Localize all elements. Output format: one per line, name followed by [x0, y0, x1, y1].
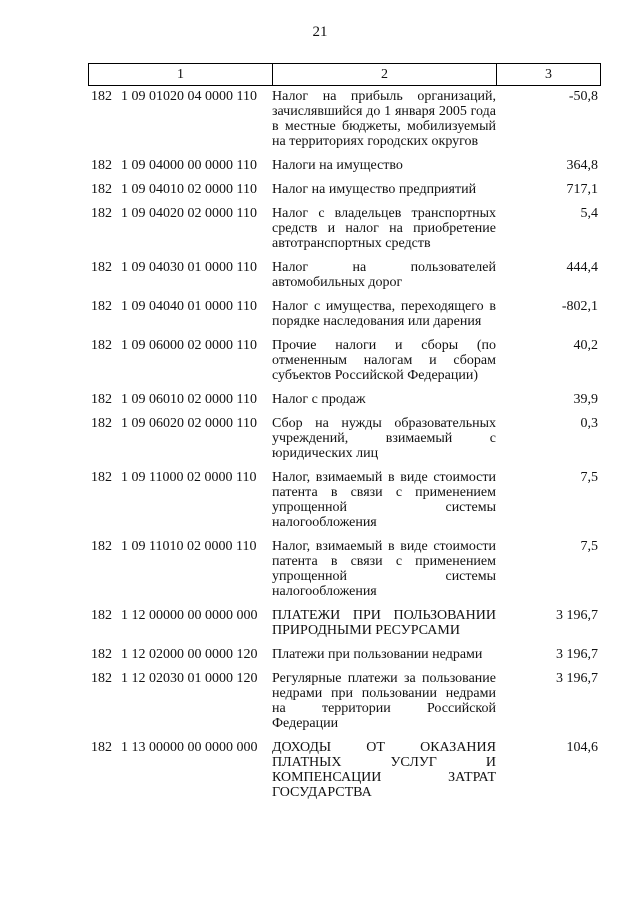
- administrator-code: 182: [91, 647, 112, 662]
- administrator-code: 182: [91, 260, 112, 275]
- amount-cell: 3 196,7: [556, 647, 598, 662]
- administrator-code: 182: [91, 539, 112, 554]
- amount-cell: 5,4: [580, 206, 598, 221]
- column-header-table: [88, 63, 601, 86]
- classification-code: 1 09 04000 00 0000 110: [121, 158, 257, 173]
- budget-code-cell: [88, 647, 272, 662]
- revenue-name-cell: Налог, взимаемый в виде стоимости патента в связи с применением упрощенной системы налогообложения: [272, 470, 496, 530]
- amount-cell: 364,8: [566, 158, 598, 173]
- classification-code: 1 09 04030 01 0000 110: [121, 260, 257, 275]
- administrator-code: 182: [91, 671, 112, 686]
- administrator-code: 182: [91, 89, 112, 104]
- budget-code-cell: [88, 608, 272, 638]
- classification-code: 1 09 06020 02 0000 110: [121, 416, 257, 431]
- table-row: [88, 647, 600, 662]
- administrator-code: 182: [91, 206, 112, 221]
- amount-cell: 0,3: [580, 416, 598, 431]
- amount-cell: 7,5: [580, 470, 598, 485]
- amount-cell: 7,5: [580, 539, 598, 554]
- budget-code-cell: [88, 260, 272, 290]
- budget-code-cell: [88, 89, 272, 149]
- table-row: [88, 470, 600, 530]
- administrator-code: 182: [91, 470, 112, 485]
- budget-code-cell: [88, 206, 272, 251]
- budget-code-cell: [88, 392, 272, 407]
- amount-cell: 40,2: [573, 338, 598, 353]
- column-header-name: 2: [273, 64, 497, 86]
- table-row: [88, 608, 600, 638]
- budget-code-cell: [88, 182, 272, 197]
- classification-code: 1 09 06010 02 0000 110: [121, 392, 257, 407]
- table-row: [88, 539, 600, 599]
- administrator-code: 182: [91, 338, 112, 353]
- revenue-name-cell: Платежи при пользовании недрами: [272, 647, 483, 662]
- classification-code: 1 09 06000 02 0000 110: [121, 338, 257, 353]
- revenue-name-cell: Налог с продаж: [272, 392, 366, 407]
- table-row: [88, 299, 600, 329]
- classification-code: 1 09 04040 01 0000 110: [121, 299, 257, 314]
- page-number: 21: [312, 24, 328, 40]
- column-header-value: 3: [497, 64, 601, 86]
- administrator-code: 182: [91, 740, 112, 755]
- administrator-code: 182: [91, 416, 112, 431]
- amount-cell: -802,1: [561, 299, 598, 314]
- revenue-name-cell: Налог на пользователей автомобильных дорог: [272, 260, 496, 290]
- classification-code: 1 13 00000 00 0000 000: [121, 740, 258, 755]
- amount-cell: -50,8: [568, 89, 598, 104]
- administrator-code: 182: [91, 299, 112, 314]
- table-row: [88, 158, 600, 173]
- table-row: [88, 260, 600, 290]
- classification-code: 1 09 04010 02 0000 110: [121, 182, 257, 197]
- amount-cell: 444,4: [566, 260, 598, 275]
- amount-cell: 39,9: [573, 392, 598, 407]
- revenue-table-body: [88, 89, 600, 809]
- table-row: [88, 89, 600, 149]
- table-row: [88, 392, 600, 407]
- administrator-code: 182: [91, 158, 112, 173]
- classification-code: 1 09 04020 02 0000 110: [121, 206, 257, 221]
- amount-cell: 3 196,7: [556, 671, 598, 686]
- amount-cell: 3 196,7: [556, 608, 598, 623]
- administrator-code: 182: [91, 608, 112, 623]
- budget-code-cell: [88, 338, 272, 383]
- revenue-name-cell: Сбор на нужды образовательных учреждений, взимаемый с юридических лиц: [272, 416, 496, 461]
- revenue-name-cell: Налог на прибыль организаций, зачислявшийся до 1 января 2005 года в местные бюджеты, мобилизуемый на территориях городских округов: [272, 89, 496, 149]
- budget-code-cell: [88, 539, 272, 599]
- classification-code: 1 12 00000 00 0000 000: [121, 608, 258, 623]
- administrator-code: 182: [91, 392, 112, 407]
- table-row: [88, 671, 600, 731]
- revenue-name-cell: Регулярные платежи за пользование недрами при пользовании недрами на территории Российской Федерации: [272, 671, 496, 731]
- revenue-name-cell: ДОХОДЫ ОТ ОКАЗАНИЯ ПЛАТНЫХ УСЛУГ И КОМПЕНСАЦИИ ЗАТРАТ ГОСУДАРСТВА: [272, 740, 496, 800]
- budget-code-cell: [88, 299, 272, 329]
- classification-code: 1 09 11010 02 0000 110: [121, 539, 257, 554]
- amount-cell: 717,1: [566, 182, 598, 197]
- table-row: [88, 416, 600, 461]
- revenue-name-cell: Налог на имущество предприятий: [272, 182, 477, 197]
- classification-code: 1 09 11000 02 0000 110: [121, 470, 257, 485]
- table-row: [88, 182, 600, 197]
- classification-code: 1 12 02030 01 0000 120: [121, 671, 258, 686]
- revenue-name-cell: Прочие налоги и сборы (по отмененным налогам и сборам субъектов Российской Федерации): [272, 338, 496, 383]
- budget-code-cell: [88, 416, 272, 461]
- budget-code-cell: [88, 158, 272, 173]
- budget-code-cell: [88, 671, 272, 731]
- revenue-name-cell: ПЛАТЕЖИ ПРИ ПОЛЬЗОВАНИИ ПРИРОДНЫМИ РЕСУРСАМИ: [272, 608, 496, 638]
- table-row: [88, 740, 600, 800]
- revenue-name-cell: Налоги на имущество: [272, 158, 403, 173]
- revenue-name-cell: Налог с имущества, переходящего в порядке наследования или дарения: [272, 299, 496, 329]
- table-row: [88, 206, 600, 251]
- budget-code-cell: [88, 740, 272, 800]
- classification-code: 1 09 01020 04 0000 110: [121, 89, 257, 104]
- administrator-code: 182: [91, 182, 112, 197]
- classification-code: 1 12 02000 00 0000 120: [121, 647, 258, 662]
- revenue-name-cell: Налог, взимаемый в виде стоимости патента в связи с применением упрощенной системы налогообложения: [272, 539, 496, 599]
- column-header-code: 1: [89, 64, 273, 86]
- amount-cell: 104,6: [566, 740, 598, 755]
- budget-code-cell: [88, 470, 272, 530]
- revenue-name-cell: Налог с владельцев транспортных средств и налог на приобретение автотранспортных средств: [272, 206, 496, 251]
- table-row: [88, 338, 600, 383]
